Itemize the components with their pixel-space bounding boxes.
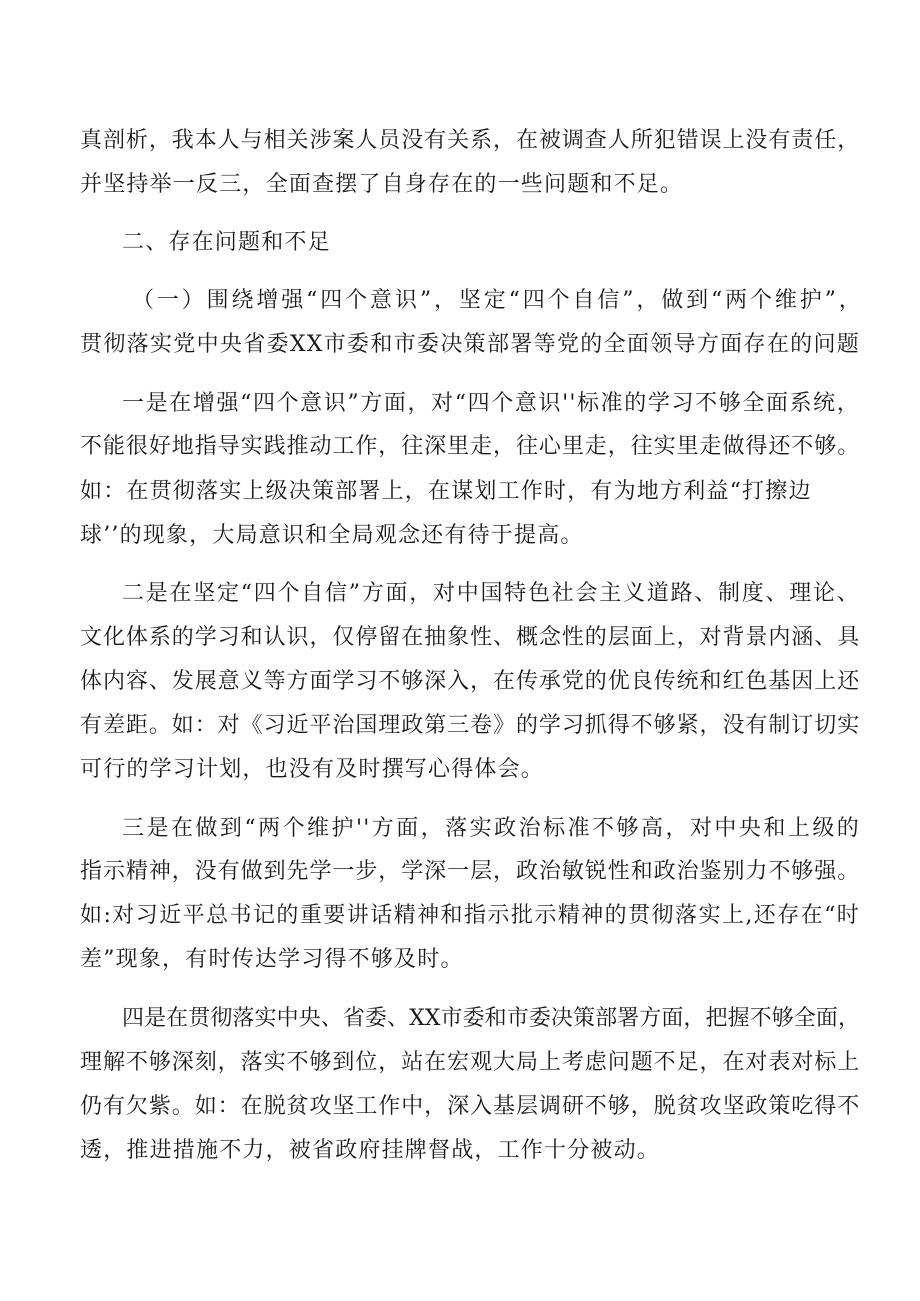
paragraph-line: 三是在做到“两个维护''方面，落实政治标准不够高，对中央和上级的 bbox=[122, 816, 860, 841]
paragraph-line: 理解不够深刻，落实不够到位，站在宏观大局上考虑问题不足，在对表对标上 bbox=[80, 1050, 860, 1075]
paragraph-line: 如：在贯彻落实上级决策部署上，在谋划工作时，有为地方利益“打擦边 bbox=[80, 479, 812, 504]
paragraph-line: 仍有欠紫。如：在脱贫攻坚工作中，深入基层调研不够，脱贫攻坚政策吃得不 bbox=[80, 1094, 860, 1119]
subsection-heading-line: 贯彻落实党中央省委XX市委和市委决策部署等党的全面领导方面存在的问题 bbox=[80, 332, 860, 357]
paragraph-line: 真剖析，我本人与相关涉案人员没有关系，在被调查人所犯错误上没有责任， bbox=[80, 128, 860, 153]
section-heading: 二、存在问题和不足 bbox=[122, 230, 331, 255]
subsection-heading-line: （一）围绕增强“四个意识”，坚定“四个自信”，做到“两个维护”， bbox=[132, 288, 862, 313]
paragraph-line: 二是在坚定“四个自信”方面，对中国特色社会主义道路、制度、理论、 bbox=[122, 581, 860, 606]
paragraph-line: 体内容、发展意义等方面学习不够深入，在传承党的优良传统和红色基因上还 bbox=[80, 669, 860, 694]
paragraph-line: 有差距。如：对《习近平治国理政第三卷》的学习抓得不够紧，没有制订切实 bbox=[80, 713, 860, 738]
paragraph-line: 指示精神，没有做到先学一步，学深一层，政治敏锐性和政治鉴别力不够强。 bbox=[80, 859, 860, 884]
paragraph-line: 可行的学习计划，也没有及时撰写心得体会。 bbox=[80, 757, 545, 782]
paragraph-line: 透，推进措施不力，被省政府挂牌督战，工作十分被动。 bbox=[80, 1138, 661, 1163]
paragraph-line: 差”现象，有时传达学习得不够及时。 bbox=[80, 947, 464, 972]
paragraph-line: 四是在贯彻落实中央、省委、XX市委和市委决策部署方面，把握不够全面， bbox=[122, 1006, 860, 1031]
paragraph-line: 一是在增强“四个意识”方面，对“四个意识''标准的学习不够全面系统， bbox=[122, 391, 860, 416]
paragraph-line: 文化体系的学习和认识，仅停留在抽象性、概念性的层面上，对背景内涵、具 bbox=[80, 625, 860, 650]
paragraph-line: 不能很好地指导实践推动工作，往深里走，往心里走，往实里走做得还不够。 bbox=[80, 434, 860, 459]
paragraph-line: 并坚持举一反三，全面查摆了自身存在的一些问题和不足。 bbox=[80, 172, 684, 197]
paragraph-line: 如:对习近平总书记的重要讲话精神和指示批示精神的贯彻落实上,还存在“时 bbox=[80, 903, 860, 928]
paragraph-line: 球’’的现象，大局意识和全局观念还有待于提高。 bbox=[80, 523, 584, 548]
